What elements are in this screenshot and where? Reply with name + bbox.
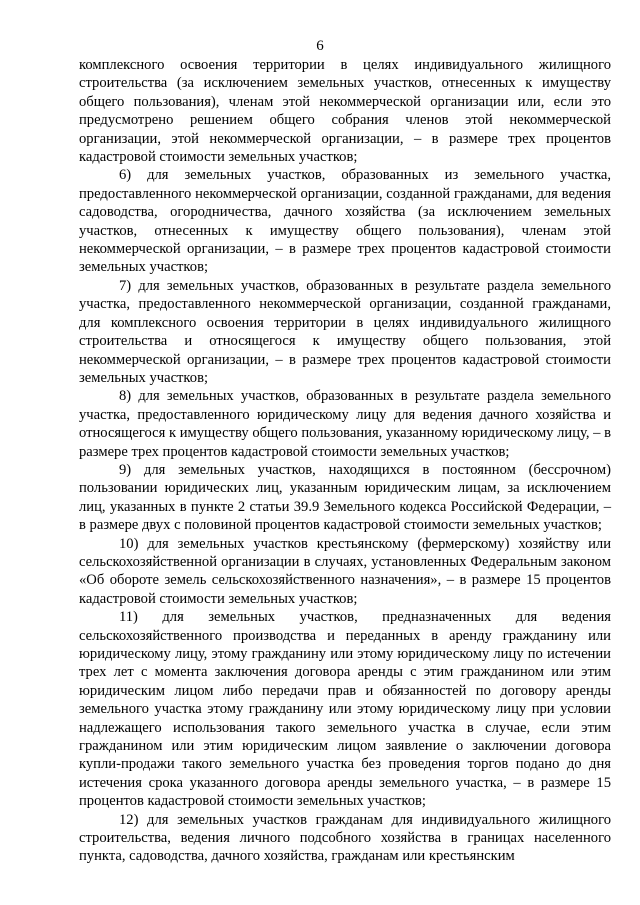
- paragraph-item-12: 12) для земельных участков гражданам для индивидуального жилищного строительства, ведения личного подсобного хозяйства в границах населенного пункта, садоводства, дачного хозяйства, гражданам или крестьянским: [79, 811, 611, 865]
- document-body: [79, 56, 611, 866]
- page-number: 6: [316, 38, 324, 54]
- paragraph-item-8: 8) для земельных участков, образованных в результате раздела земельного участка, предоставленного юридическому лицу для ведения дачного хозяйства и относящегося к имуществу общего пользования, указанному юридическому лицу, – в размере трех процентов кадастровой стоимости земельных участков;: [79, 388, 611, 460]
- paragraph-item-11: 11) для земельных участков, предназначенных для ведения сельскохозяйственного производства и переданных в аренду гражданину или юридическому лицу, этому гражданину или этому юридическому лицу по истечении трех лет с момента заключения договора аренды с этим гражданином или этим юридическим лицом либо передачи прав и обязанностей по договору аренды земельного участка этому гражданину или этому юридическому лицу при условии надлежащего использования такого земельного участка в случае, если этим гражданином или этим юридическим лицом заявление о заключении договора купли-продажи такого земельного участка без проведения торгов подано до дня истечения срока указанного договора аренды земельного участка, – в размере 15 процентов кадастровой стоимости земельных участков;: [79, 609, 611, 810]
- paragraph-item-9: 9) для земельных участков, находящихся в постоянном (бессрочном) пользовании юридических лиц, указанным юридическим лицам, за исключением лиц, указанных в пункте 2 статьи 39.9 Земельного кодекса Российской Федерации, – в размере двух с половиной процентов кадастровой стоимости земельных участков;: [79, 461, 611, 534]
- paragraph-continuation: комплексного освоения территории в целях индивидуального жилищного строительства (за исключением земельных участков, отнесенных к имуществу общего пользования), членам этой некоммерческой организации или, если это предусмотрено решением общего собрания членов этой некоммерческой организации, этой некоммерческой организации, – в размере трех процентов кадастровой стоимости земельных участков;: [79, 57, 611, 166]
- paragraph-item-7: 7) для земельных участков, образованных в результате раздела земельного участка, предоставленного некоммерческой организации, созданной гражданами, для комплексного освоения территории в целях индивидуального жилищного строительства и относящегося к имуществу общего пользования, этой некоммерческой организации, – в размере трех процентов кадастровой стоимости земельных участков;: [79, 277, 611, 386]
- paragraph-item-6: 6) для земельных участков, образованных из земельного участка, предоставленного некоммерческой организации, созданной гражданами, для ведения садоводства, огородничества, дачного хозяйства (за исключением земельных участков, отнесенных к имуществу общего пользования), членам этой некоммерческой организации, – в размере трех процентов кадастровой стоимости земельных участков;: [79, 167, 611, 276]
- paragraph-item-10: 10) для земельных участков крестьянскому (фермерскому) хозяйству или сельскохозяйственной организации в случаях, установленных Федеральным законом «Об обороте земель сельскохозяйственного назначения», – в размере 15 процентов кадастровой стоимости земельных участков;: [79, 535, 611, 607]
